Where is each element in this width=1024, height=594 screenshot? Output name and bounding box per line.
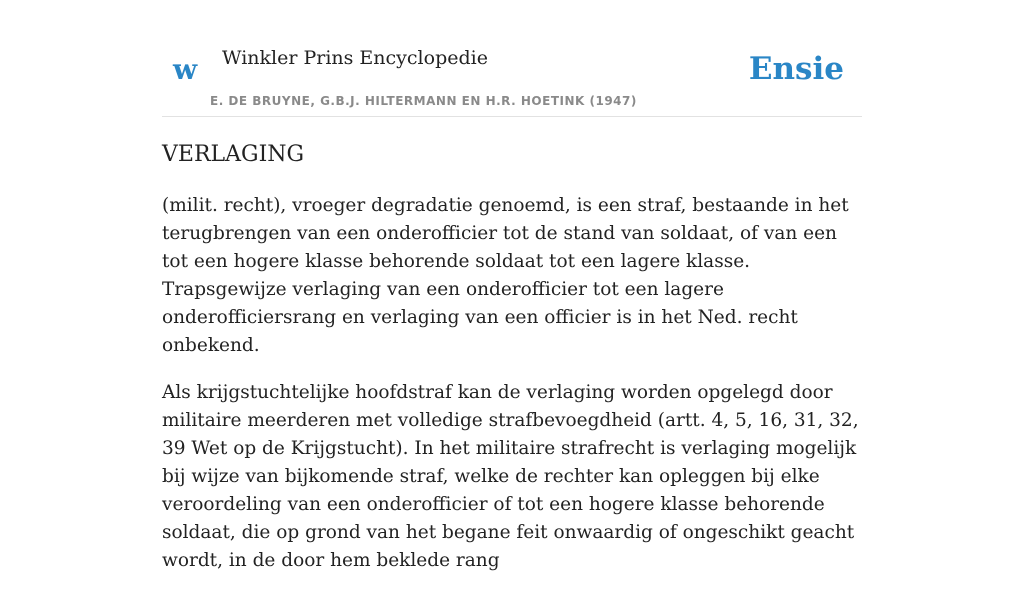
authors-line: E. DE BRUYNE, G.B.J. HILTERMANN EN H.R. HOETINK (1947) bbox=[210, 94, 637, 108]
winkler-prins-logo[interactable]: w bbox=[173, 53, 198, 86]
entry-body bbox=[162, 192, 862, 594]
ensie-logo[interactable]: Ensie bbox=[748, 51, 844, 87]
entry-paragraph: Als krijgstuchtelijke hoofdstraf kan de verlaging worden opgelegd door militaire meerderen met volledige strafbevoegdheid (artt. 4, 5, 16, 31, 32, 39 Wet op de Krijgstucht). In het militaire strafrecht is verlaging mogelijk bij wijze van bijkomende straf, welke de rechter kan opleggen bij elke veroordeling van een onderofficier of tot een hogere klasse behorende soldaat, die op grond van het begane feit onwaardig of ongeschikt geacht wordt, in de door hem beklede rang bbox=[162, 382, 859, 571]
site-header bbox=[162, 0, 862, 117]
article-page bbox=[162, 0, 862, 571]
entry-paragraph: (milit. recht), vroeger degradatie genoemd, is een straf, bestaande in het terugbrengen van een onderofficier tot de stand van soldaat, of van een tot een hogere klasse behorende soldaat tot een lagere klasse. Trapsgewijze verlaging van een onderofficier tot een lagere onderofficiersrang en verlaging van een officier is in het Ned. recht onbekend. bbox=[162, 195, 849, 356]
entry-title: VERLAGING bbox=[162, 142, 305, 167]
site-title[interactable]: Winkler Prins Encyclopedie bbox=[222, 47, 488, 69]
